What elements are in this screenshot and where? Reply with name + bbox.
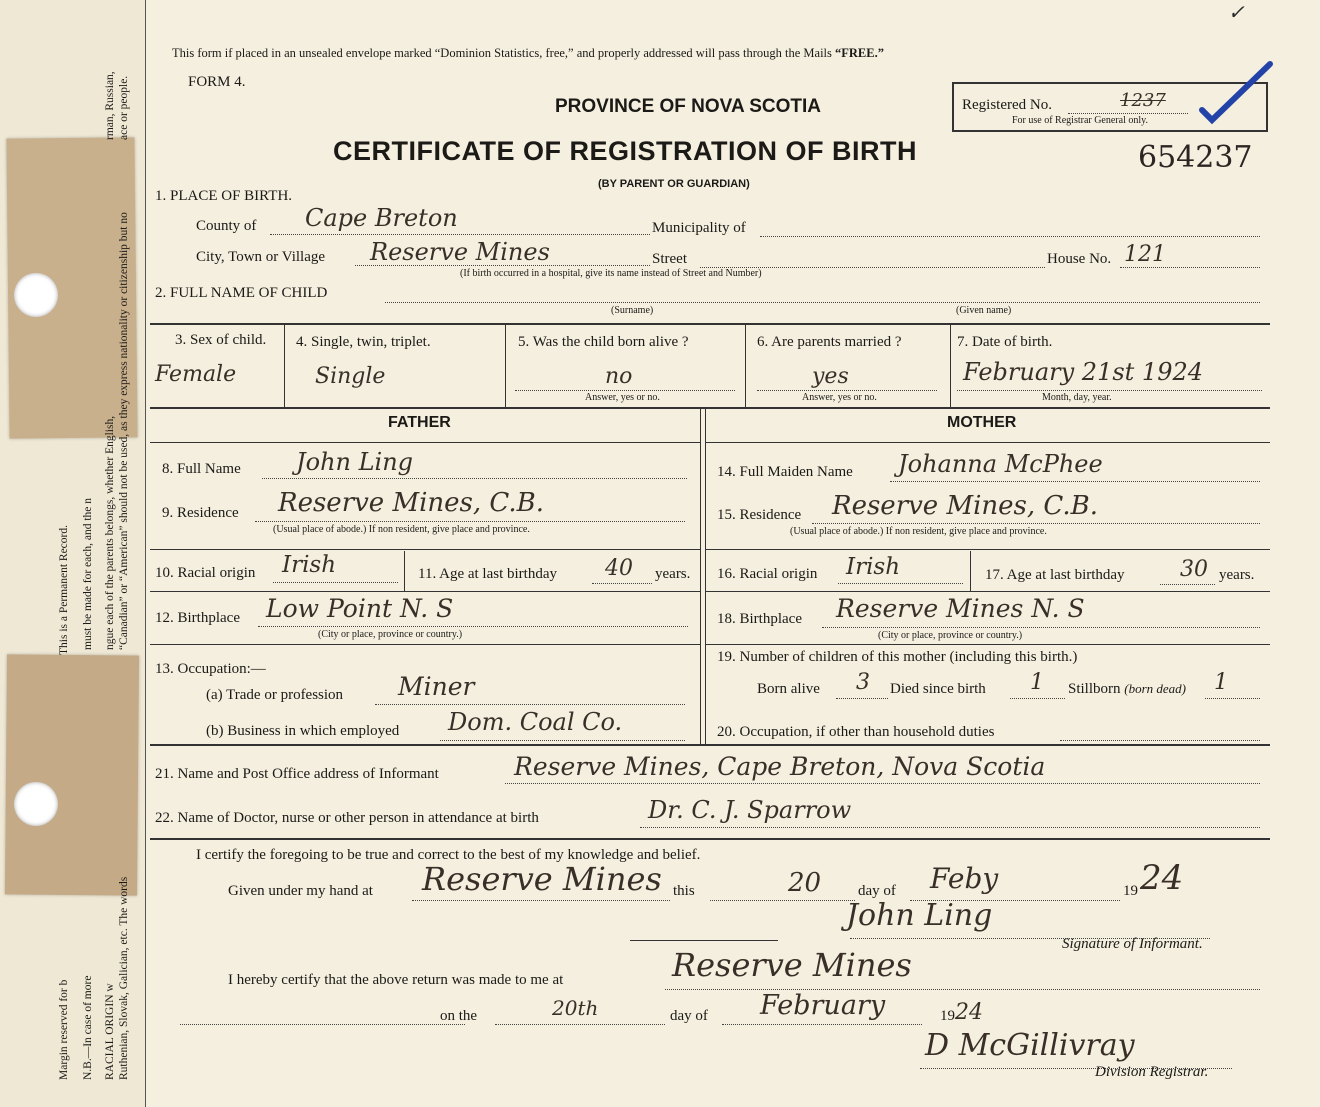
short-separator [630, 940, 778, 941]
subtitle: (BY PARENT OR GUARDIAN) [598, 178, 750, 190]
day-line [710, 900, 855, 901]
registrar-blank-line [180, 1024, 465, 1025]
given-label: Given under my hand at [228, 883, 373, 899]
registrar-use-note: For use of Registrar General only. [1012, 115, 1148, 126]
mother-age-label: 17. Age at last birthday [985, 567, 1125, 583]
dob-value: February 21st 1924 [963, 358, 1204, 386]
registrar-year-value: 24 [955, 1000, 983, 1025]
father-age-label: 11. Age at last birthday [418, 566, 557, 582]
mother-residence-label: 15. Residence [717, 507, 802, 523]
punch-hole-bottom [14, 782, 58, 826]
married-caption: Answer, yes or no. [802, 392, 877, 403]
province: PROVINCE OF NOVA SCOTIA [555, 96, 822, 117]
margin-note-4: Ruthenian, Slovak, Galician, etc. The words [118, 876, 130, 1080]
mother-birthplace-rule [706, 591, 1270, 592]
father-racial-label: 10. Racial origin [155, 565, 256, 581]
place-of-birth-heading: 1. PLACE OF BIRTH. [155, 188, 293, 204]
margin-note-1: Margin reserved for b [58, 979, 70, 1080]
row3-divider-1 [284, 325, 285, 407]
born-alive-value: 3 [856, 670, 870, 695]
father-name-value: John Ling [296, 448, 414, 476]
blue-check-icon [1196, 58, 1276, 128]
row3-divider-3 [745, 325, 746, 407]
day-value: 20 [788, 868, 822, 898]
house-no-line [1120, 267, 1260, 268]
row3-divider-4 [950, 325, 951, 407]
father-residence-caption: (Usual place of abode.) If non resident, give place and province. [273, 524, 530, 535]
mother-birthplace-line [822, 627, 1260, 628]
died-line [1010, 698, 1065, 699]
parents-divider-a [700, 409, 701, 744]
mother-occupation-line [1060, 740, 1260, 741]
given-name-caption: (Given name) [956, 305, 1012, 316]
county-line [270, 234, 650, 235]
mother-birthplace-label: 18. Birthplace [717, 611, 802, 627]
tape-bottom [5, 654, 139, 895]
father-business-line [440, 740, 685, 741]
father-birthplace-caption: (City or place, province or country.) [318, 629, 463, 640]
mother-birthplace-caption: (City or place, province or country.) [878, 630, 1023, 641]
died-label: Died since birth [890, 681, 986, 697]
house-no-value: 121 [1124, 242, 1166, 267]
alive-value: no [605, 364, 633, 389]
registrar-year-prefix: 19 [940, 1008, 955, 1024]
father-name-line [262, 478, 687, 479]
punch-hole-top [14, 273, 58, 317]
mother-birthplace-value: Reserve Mines N. S [836, 594, 1085, 623]
county-value: Cape Breton [305, 204, 458, 232]
alive-line [515, 390, 735, 391]
mother-racial-label: 16. Racial origin [717, 566, 818, 582]
dob-line [957, 390, 1262, 391]
mother-residence-caption: (Usual place of abode.) If non resident, give place and province. [790, 526, 1047, 537]
father-occupation-label: 13. Occupation:— [155, 661, 266, 677]
informant-top-rule [150, 744, 1270, 746]
margin-note-8: “Canadian” or “American” should not be used, as they express nationality or citizenship but no [118, 212, 130, 650]
mother-racial-divider [970, 551, 971, 591]
married-line [757, 390, 937, 391]
municipality-line [760, 236, 1260, 237]
registrar-month-value: February [760, 990, 886, 1021]
married-label: 6. Are parents married ? [757, 334, 902, 350]
father-business-value: Dom. Coal Co. [448, 708, 623, 736]
father-trade-line [375, 704, 685, 705]
margin-note-10: ace or people. [118, 75, 130, 140]
father-birthplace-rule [150, 591, 700, 592]
corner-check-icon: ✓ [1228, 0, 1245, 24]
informant-value: Reserve Mines, Cape Breton, Nova Scotia [514, 752, 1046, 781]
margin-note-2: N.B.—In case of more [82, 975, 94, 1080]
doctor-value: Dr. C. J. Sparrow [648, 796, 852, 824]
father-heading-rule [150, 442, 700, 443]
father-heading: FATHER [388, 414, 451, 431]
informant-signature-caption: Signature of Informant. [1062, 936, 1203, 952]
on-the-label: on the [440, 1008, 478, 1024]
registrar-statement: I hereby certify that the above return was made to me at [228, 972, 564, 988]
registrar-month-line [722, 1024, 922, 1025]
registrar-caption: Division Registrar. [1095, 1064, 1209, 1080]
single-value: Single [315, 364, 386, 389]
dob-label: 7. Date of birth. [957, 334, 1053, 350]
mother-racial-rule [706, 549, 1270, 550]
this-label: this [673, 883, 695, 899]
mother-age-value: 30 [1180, 557, 1208, 582]
mother-heading: MOTHER [947, 414, 1017, 431]
page-title: CERTIFICATE OF REGISTRATION OF BIRTH [333, 136, 917, 166]
father-residence-line [255, 521, 685, 522]
stillborn-value: 1 [1214, 670, 1228, 695]
stillborn-label: Stillborn (born dead) [1068, 681, 1187, 697]
mother-heading-rule [706, 442, 1270, 443]
house-no-label: House No. [1047, 251, 1112, 267]
year-value: 24 [1140, 858, 1184, 898]
mother-name-line [890, 481, 1260, 482]
father-racial-divider [404, 551, 405, 591]
mother-name-value: Johanna McPhee [898, 450, 1103, 478]
surname-caption: (Surname) [611, 305, 654, 316]
doctor-line [640, 827, 1260, 828]
mother-age-line [1160, 584, 1215, 585]
father-birthplace-value: Low Point N. S [266, 594, 454, 623]
dob-caption: Month, day, year. [1042, 392, 1112, 403]
margin-note-5: This is a Permanent Record. [58, 525, 70, 655]
father-racial-line [273, 582, 398, 583]
father-occupation-rule [150, 644, 700, 645]
father-racial-value: Irish [282, 552, 337, 578]
mother-residence-line [812, 523, 1260, 524]
city-value: Reserve Mines [370, 238, 550, 266]
born-alive-line [836, 698, 888, 699]
died-value: 1 [1030, 670, 1044, 695]
father-racial-rule [150, 549, 700, 550]
child-name-heading: 2. FULL NAME OF CHILD [155, 285, 328, 301]
street-label: Street [652, 251, 687, 267]
father-trade-value: Miner [398, 672, 475, 701]
margin-rule [145, 0, 146, 1107]
margin-note-6: must be made for each, and the n [82, 498, 94, 650]
doctor-label: 22. Name of Doctor, nurse or other person in attendance at birth [155, 810, 539, 826]
alive-caption: Answer, yes or no. [585, 392, 660, 403]
margin-note-3: RACIAL ORIGIN w [104, 983, 116, 1080]
registered-no-label: Registered No. [962, 97, 1052, 113]
informant-label: 21. Name and Post Office address of Informant [155, 766, 439, 782]
hospital-note: (If birth occurred in a hospital, give its name instead of Street and Number) [460, 268, 762, 279]
county-label: County of [196, 218, 257, 234]
father-residence-label: 9. Residence [162, 505, 239, 521]
married-value: yes [812, 364, 849, 389]
city-label: City, Town or Village [196, 249, 326, 265]
informant-line [505, 783, 1260, 784]
registrar-place-line [665, 989, 1260, 990]
municipality-label: Municipality of [652, 220, 746, 236]
given-place-line [412, 900, 670, 901]
father-birthplace-line [258, 626, 688, 627]
mother-racial-line [838, 583, 963, 584]
mother-children-rule [706, 644, 1270, 645]
margin-note-9: rman, Russian, [104, 71, 116, 140]
single-label: 4. Single, twin, triplet. [296, 334, 431, 350]
year-prefix: 19 [1123, 883, 1138, 899]
father-age-unit: years. [655, 566, 691, 582]
born-alive-label: Born alive [757, 681, 820, 697]
day-of-label: day of [858, 883, 896, 899]
father-business-label: (b) Business in which employed [206, 723, 400, 739]
registered-no-line [1068, 113, 1188, 114]
margin-note-7: ngue each of the parents belongs, whether English, [104, 415, 116, 650]
mother-children-label: 19. Number of children of this mother (including this birth.) [717, 649, 1078, 665]
row3-divider-2 [505, 325, 506, 407]
informant-signature: John Ling [846, 898, 993, 933]
parents-divider-b [705, 409, 706, 744]
registrar-place-value: Reserve Mines [672, 946, 912, 984]
top-notice: This form if placed in an unsealed envelope marked “Dominion Statistics, free,” and properly addressed will pass through the Mails “FREE.” [172, 46, 884, 60]
registrar-day-value: 20th [552, 996, 599, 1020]
certify-statement: I certify the foregoing to be true and correct to the best of my knowledge and belief. [196, 847, 701, 863]
parents-top-rule [150, 407, 1270, 409]
row3-top-rule [150, 323, 1270, 325]
registrar-day-of-label: day of [670, 1008, 708, 1024]
registered-no-value: 1237 [1120, 90, 1166, 111]
father-trade-label: (a) Trade or profession [206, 687, 344, 703]
margin-number: 654237 [1138, 140, 1253, 175]
mother-name-label: 14. Full Maiden Name [717, 464, 853, 480]
mother-occupation-label: 20. Occupation, if other than household duties [717, 724, 995, 740]
registrar-day-line [495, 1024, 665, 1025]
father-name-label: 8. Full Name [162, 461, 241, 477]
father-birthplace-label: 12. Birthplace [155, 610, 240, 626]
sex-label: 3. Sex of child. [175, 332, 267, 348]
alive-label: 5. Was the child born alive ? [518, 334, 689, 350]
certify-top-rule [150, 838, 1270, 840]
mother-residence-value: Reserve Mines, C.B. [832, 491, 1099, 521]
sex-value: Female [155, 362, 237, 387]
father-age-value: 40 [605, 556, 633, 581]
registrar-signature: D McGillivray [925, 1028, 1135, 1063]
given-place-value: Reserve Mines [422, 860, 662, 898]
mother-racial-value: Irish [846, 554, 901, 580]
child-name-line [385, 302, 1260, 303]
mother-age-unit: years. [1219, 567, 1255, 583]
month-value: Feby [930, 862, 999, 895]
father-residence-value: Reserve Mines, C.B. [278, 488, 545, 518]
form-number: FORM 4. [188, 74, 246, 90]
father-age-line [592, 583, 652, 584]
stillborn-line [1205, 698, 1260, 699]
